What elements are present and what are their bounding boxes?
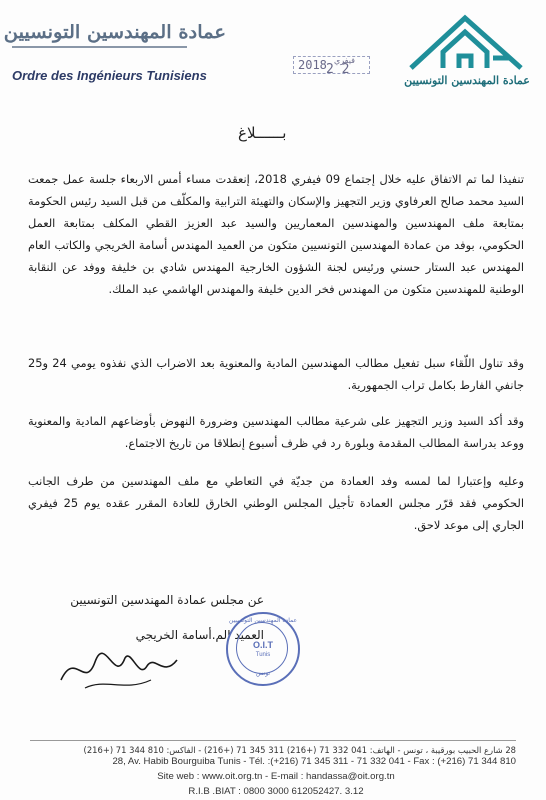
- footer-rib: R.I.B .BIAT : 0800 3000 612052427. 3.12: [188, 786, 364, 797]
- footer-web-email: Site web : www.oit.org.tn - E-mail : handassa@oit.org.tn: [157, 771, 395, 782]
- calligraphy-underline: [12, 46, 187, 48]
- footer-address-ar: 28 شارع الحبيب بورقيبة ، تونس - الهاتف: 041 332 71 (+216) 311 345 71 (+216) - الفاكس: 810 344 71 (+216): [83, 745, 516, 755]
- footer-address-fr: 28, Av. Habib Bourguiba Tunis - Tél. :(+216) 71 345 311 - 71 332 041 - Fax : (+216) 71 344 810: [112, 756, 516, 767]
- seal-city-fr: Tunis: [255, 652, 271, 658]
- stamp-year: 2018: [298, 58, 327, 72]
- seal-city-ar: تونس: [255, 670, 271, 677]
- announcement-title: بــــــلاغ: [238, 124, 287, 142]
- paragraph-3: وقد أكد السيد وزير التجهيز على شرعية مطالب المهندسين وضرورة النهوض بأوضاعهم المادية والمعنوية ووعد بدراسة المطالب المقدمة وبلورة رد في ظرف أسبوع إنطلاقا من تاريخ الاجتماع.: [28, 414, 524, 450]
- paragraph-4: وعليه وإعتبارا لما لمسه وفد العمادة من جديّة في التعاطي مع ملف المهندسين من طرف الجانب الحكومي فقد قرّر مجلس العمادة تأجيل المجلس الوطني الخارق للعادة المقرر عقده يوم 25 فيفري الجاري إلى موعد لاحق.: [28, 474, 525, 532]
- handwritten-signature: [55, 640, 185, 700]
- dean-name: العميد الم.أسامة الخريجي: [135, 628, 264, 642]
- footer: [36, 744, 516, 798]
- stamp-day: 2 2: [326, 62, 350, 77]
- seal-top-text: عمادة المهندسين التونسيين: [228, 617, 298, 624]
- org-name-fr: Ordre des Ingénieurs Tunisiens: [12, 68, 207, 83]
- org-calligraphy-ar: عمادة المهندسين التونسيين: [3, 22, 226, 43]
- council-signature-line: عن مجلس عمادة المهندسين التونسيين: [70, 593, 264, 607]
- paragraph-1: تنفيذا لما تم الاتفاق عليه خلال إجتماع 09 فيفري 2018، إنعقدت مساء أمس الاربعاء جلسة عمل جمعت السيد محمد صالح العرفاوي وزير التجهيز والإسكان والتهيئة الترابية والمكلّف من قبل السيد رئيس الحكومة بمتابعة ملف المهندسين والمهندسين المعماريين والسيد عبد العزيز القطي المكلف بمتابعة العمل الحكومي، بوفد من عمادة المهندسين التونسيين متكون من العميد المهندس أسامة الخريجي والكاتب العام المهندس عبد الستار حسني ورئيس لجنة الشؤون الخارجية المهندس شادي بن خليفة ووفد عن النقابة الوطنية للمهندسين متكون من المهندس فخر الدين خليفة والمهندس الهاشمي عبد الملك.: [28, 172, 525, 296]
- logo-caption: عمادة المهندسين التونسيين: [404, 74, 530, 87]
- paragraph-2: وقد تناول اللّقاء سبل تفعيل مطالب المهندسين المادية والمعنوية بعد الاضراب الذي نفذوه يومي 24 و25 جانفي الفارط بكامل تراب الجمهورية.: [28, 356, 524, 392]
- official-seal: [226, 612, 300, 686]
- stamp-month: فيفري: [334, 56, 355, 65]
- footer-divider: [30, 740, 516, 741]
- seal-abbrev: O.I.T: [253, 640, 273, 650]
